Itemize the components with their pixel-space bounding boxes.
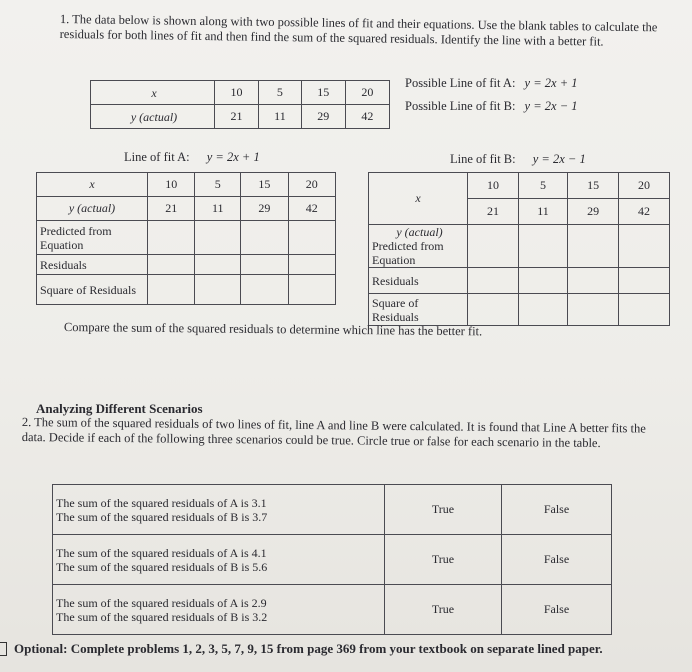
data-table-y-cell: 11 bbox=[259, 105, 302, 129]
table-b-x-cell: 10 bbox=[468, 173, 519, 199]
section-heading: Analyzing Different Scenarios bbox=[36, 401, 203, 416]
table-a-blank-cell[interactable] bbox=[195, 275, 241, 305]
data-table-y-cell: 29 bbox=[301, 105, 345, 129]
line-b-description bbox=[405, 99, 578, 114]
scenario-line-a: The sum of the squared residuals of A is 2.9 bbox=[56, 595, 267, 610]
table-b-blank-cell[interactable] bbox=[518, 225, 567, 268]
table-a-row-label: y (actual) bbox=[37, 197, 148, 221]
table-a-title bbox=[124, 150, 260, 165]
data-table-y-label: y (actual) bbox=[91, 105, 215, 129]
line-a-description bbox=[405, 76, 578, 91]
problem-2-instructions: 2. The sum of the squared residuals of two lines of fit, line A and line B were calculated. It is found that Line A better fits the data. Decide if each of the following three scenarios could be true. Circle true or false for each scenario in the table. bbox=[21, 415, 646, 451]
table-b-row-label: Residuals bbox=[369, 268, 468, 294]
scenario-line-b: The sum of the squared residuals of B is 3.7 bbox=[56, 509, 268, 524]
table-b-title-label: Line of fit B: bbox=[450, 152, 516, 166]
table-b-y-cell: 21 bbox=[468, 199, 519, 225]
table-a-row-label: x bbox=[37, 173, 148, 197]
table-a-y-cell: 11 bbox=[195, 197, 241, 221]
table-a-y-cell: 42 bbox=[288, 197, 335, 221]
table-b-blank-cell[interactable] bbox=[468, 225, 519, 268]
table-a-blank-cell[interactable] bbox=[241, 275, 288, 305]
true-option[interactable]: True bbox=[385, 485, 502, 535]
table-b-predicted-label: Predicted from Equation bbox=[372, 239, 444, 267]
table-b-blank-cell[interactable] bbox=[568, 268, 619, 294]
table-a-row-label: Predicted from Equation bbox=[37, 221, 148, 255]
table-a-y-cell: 21 bbox=[148, 197, 195, 221]
table-a-x-cell: 15 bbox=[241, 173, 288, 197]
true-option[interactable]: True bbox=[385, 535, 502, 585]
table-a-row-label: Square of Residuals bbox=[37, 275, 148, 305]
compare-instructions: Compare the sum of the squared residuals to determine which line has the better fit. bbox=[63, 320, 483, 339]
table-b-blank-cell[interactable] bbox=[518, 268, 567, 294]
data-table-y-cell: 42 bbox=[345, 105, 389, 129]
table-a-blank-cell[interactable] bbox=[241, 221, 288, 255]
table-b-blank-cell[interactable] bbox=[468, 268, 519, 294]
line-a-label: Possible Line of fit A: bbox=[405, 76, 516, 90]
table-b-title-equation: y = 2x − 1 bbox=[532, 152, 586, 166]
table-b-row-label bbox=[369, 225, 468, 268]
table-a-blank-cell[interactable] bbox=[148, 221, 195, 255]
line-b-equation: y = 2x − 1 bbox=[524, 99, 578, 113]
table-b-title bbox=[450, 152, 586, 167]
table-a-x-cell: 10 bbox=[148, 173, 195, 197]
table-a-x-cell: 20 bbox=[288, 173, 335, 197]
table-b-x-cell: 5 bbox=[518, 173, 567, 199]
scenario-line-b: The sum of the squared residuals of B is 3.2 bbox=[56, 609, 268, 624]
table-a-blank-cell[interactable] bbox=[148, 275, 195, 305]
table-a-blank-cell[interactable] bbox=[288, 255, 335, 275]
table-a-row-label: Residuals bbox=[37, 255, 148, 275]
table-b-x-cell: 15 bbox=[568, 173, 619, 199]
table-b-y-cell: 11 bbox=[518, 199, 567, 225]
scenario-row-2-text bbox=[53, 535, 385, 585]
line-b-label: Possible Line of fit B: bbox=[405, 99, 516, 113]
table-b-blank-cell[interactable] bbox=[619, 225, 670, 268]
scenario-line-a: The sum of the squared residuals of A is 3.1 bbox=[56, 495, 267, 510]
table-b-row-label: Square of Residuals bbox=[369, 294, 468, 326]
table-b-blank-cell[interactable] bbox=[619, 268, 670, 294]
scenario-line-a: The sum of the squared residuals of A is 4.1 bbox=[56, 545, 267, 560]
table-b-y-cell: 42 bbox=[619, 199, 670, 225]
data-table-x-cell: 10 bbox=[215, 81, 259, 105]
line-a-equation: y = 2x + 1 bbox=[524, 76, 578, 90]
false-option[interactable]: False bbox=[502, 485, 612, 535]
table-a-blank-cell[interactable] bbox=[195, 221, 241, 255]
data-table-x-cell: 15 bbox=[301, 81, 345, 105]
true-option[interactable]: True bbox=[385, 585, 502, 635]
table-b-blank-cell[interactable] bbox=[568, 225, 619, 268]
optional-text-suffix: on separate lined paper. bbox=[470, 641, 603, 656]
table-a-blank-cell[interactable] bbox=[148, 255, 195, 275]
table-a-y-cell: 29 bbox=[241, 197, 288, 221]
data-table bbox=[90, 80, 390, 129]
table-b-y-cell: 29 bbox=[568, 199, 619, 225]
scenario-row-3-text bbox=[53, 585, 385, 635]
data-table-x-label: x bbox=[91, 81, 215, 105]
line-b-residual-table bbox=[368, 172, 670, 326]
optional-checkbox[interactable] bbox=[0, 642, 7, 656]
table-a-blank-cell[interactable] bbox=[195, 255, 241, 275]
table-b-blank-cell[interactable] bbox=[568, 294, 619, 326]
optional-text: Optional: Complete problems 1, 2, 3, 5, 7, 9, 15 from page 369 from your textbook bbox=[14, 641, 467, 656]
table-b-blank-cell[interactable] bbox=[468, 294, 519, 326]
scenario-line-b: The sum of the squared residuals of B is 5.6 bbox=[56, 559, 268, 574]
table-a-blank-cell[interactable] bbox=[241, 255, 288, 275]
data-table-x-cell: 5 bbox=[259, 81, 302, 105]
problem-1-instructions: 1. The data below is shown along with two possible lines of fit and their equations. Use the blank tables to calculate the residuals for both lines of fit and then find the sum of the squared residuals. Identify the line with a better fit. bbox=[59, 12, 658, 49]
table-a-blank-cell[interactable] bbox=[288, 221, 335, 255]
table-b-blank-cell[interactable] bbox=[619, 294, 670, 326]
line-a-residual-table bbox=[36, 172, 336, 305]
table-a-x-cell: 5 bbox=[195, 173, 241, 197]
table-b-x-cell: 20 bbox=[619, 173, 670, 199]
table-a-title-label: Line of fit A: bbox=[124, 150, 190, 164]
scenario-row-1-text bbox=[53, 485, 385, 535]
data-table-y-cell: 21 bbox=[215, 105, 259, 129]
scenarios-table bbox=[52, 484, 612, 635]
false-option[interactable]: False bbox=[502, 535, 612, 585]
table-a-title-equation: y = 2x + 1 bbox=[206, 150, 260, 164]
table-b-blank-cell[interactable] bbox=[518, 294, 567, 326]
false-option[interactable]: False bbox=[502, 585, 612, 635]
data-table-x-cell: 20 bbox=[345, 81, 389, 105]
table-b-y-actual-label: y (actual) bbox=[396, 225, 443, 239]
optional-assignment bbox=[14, 641, 686, 657]
table-b-row-label: x bbox=[369, 173, 468, 225]
table-a-blank-cell[interactable] bbox=[288, 275, 335, 305]
